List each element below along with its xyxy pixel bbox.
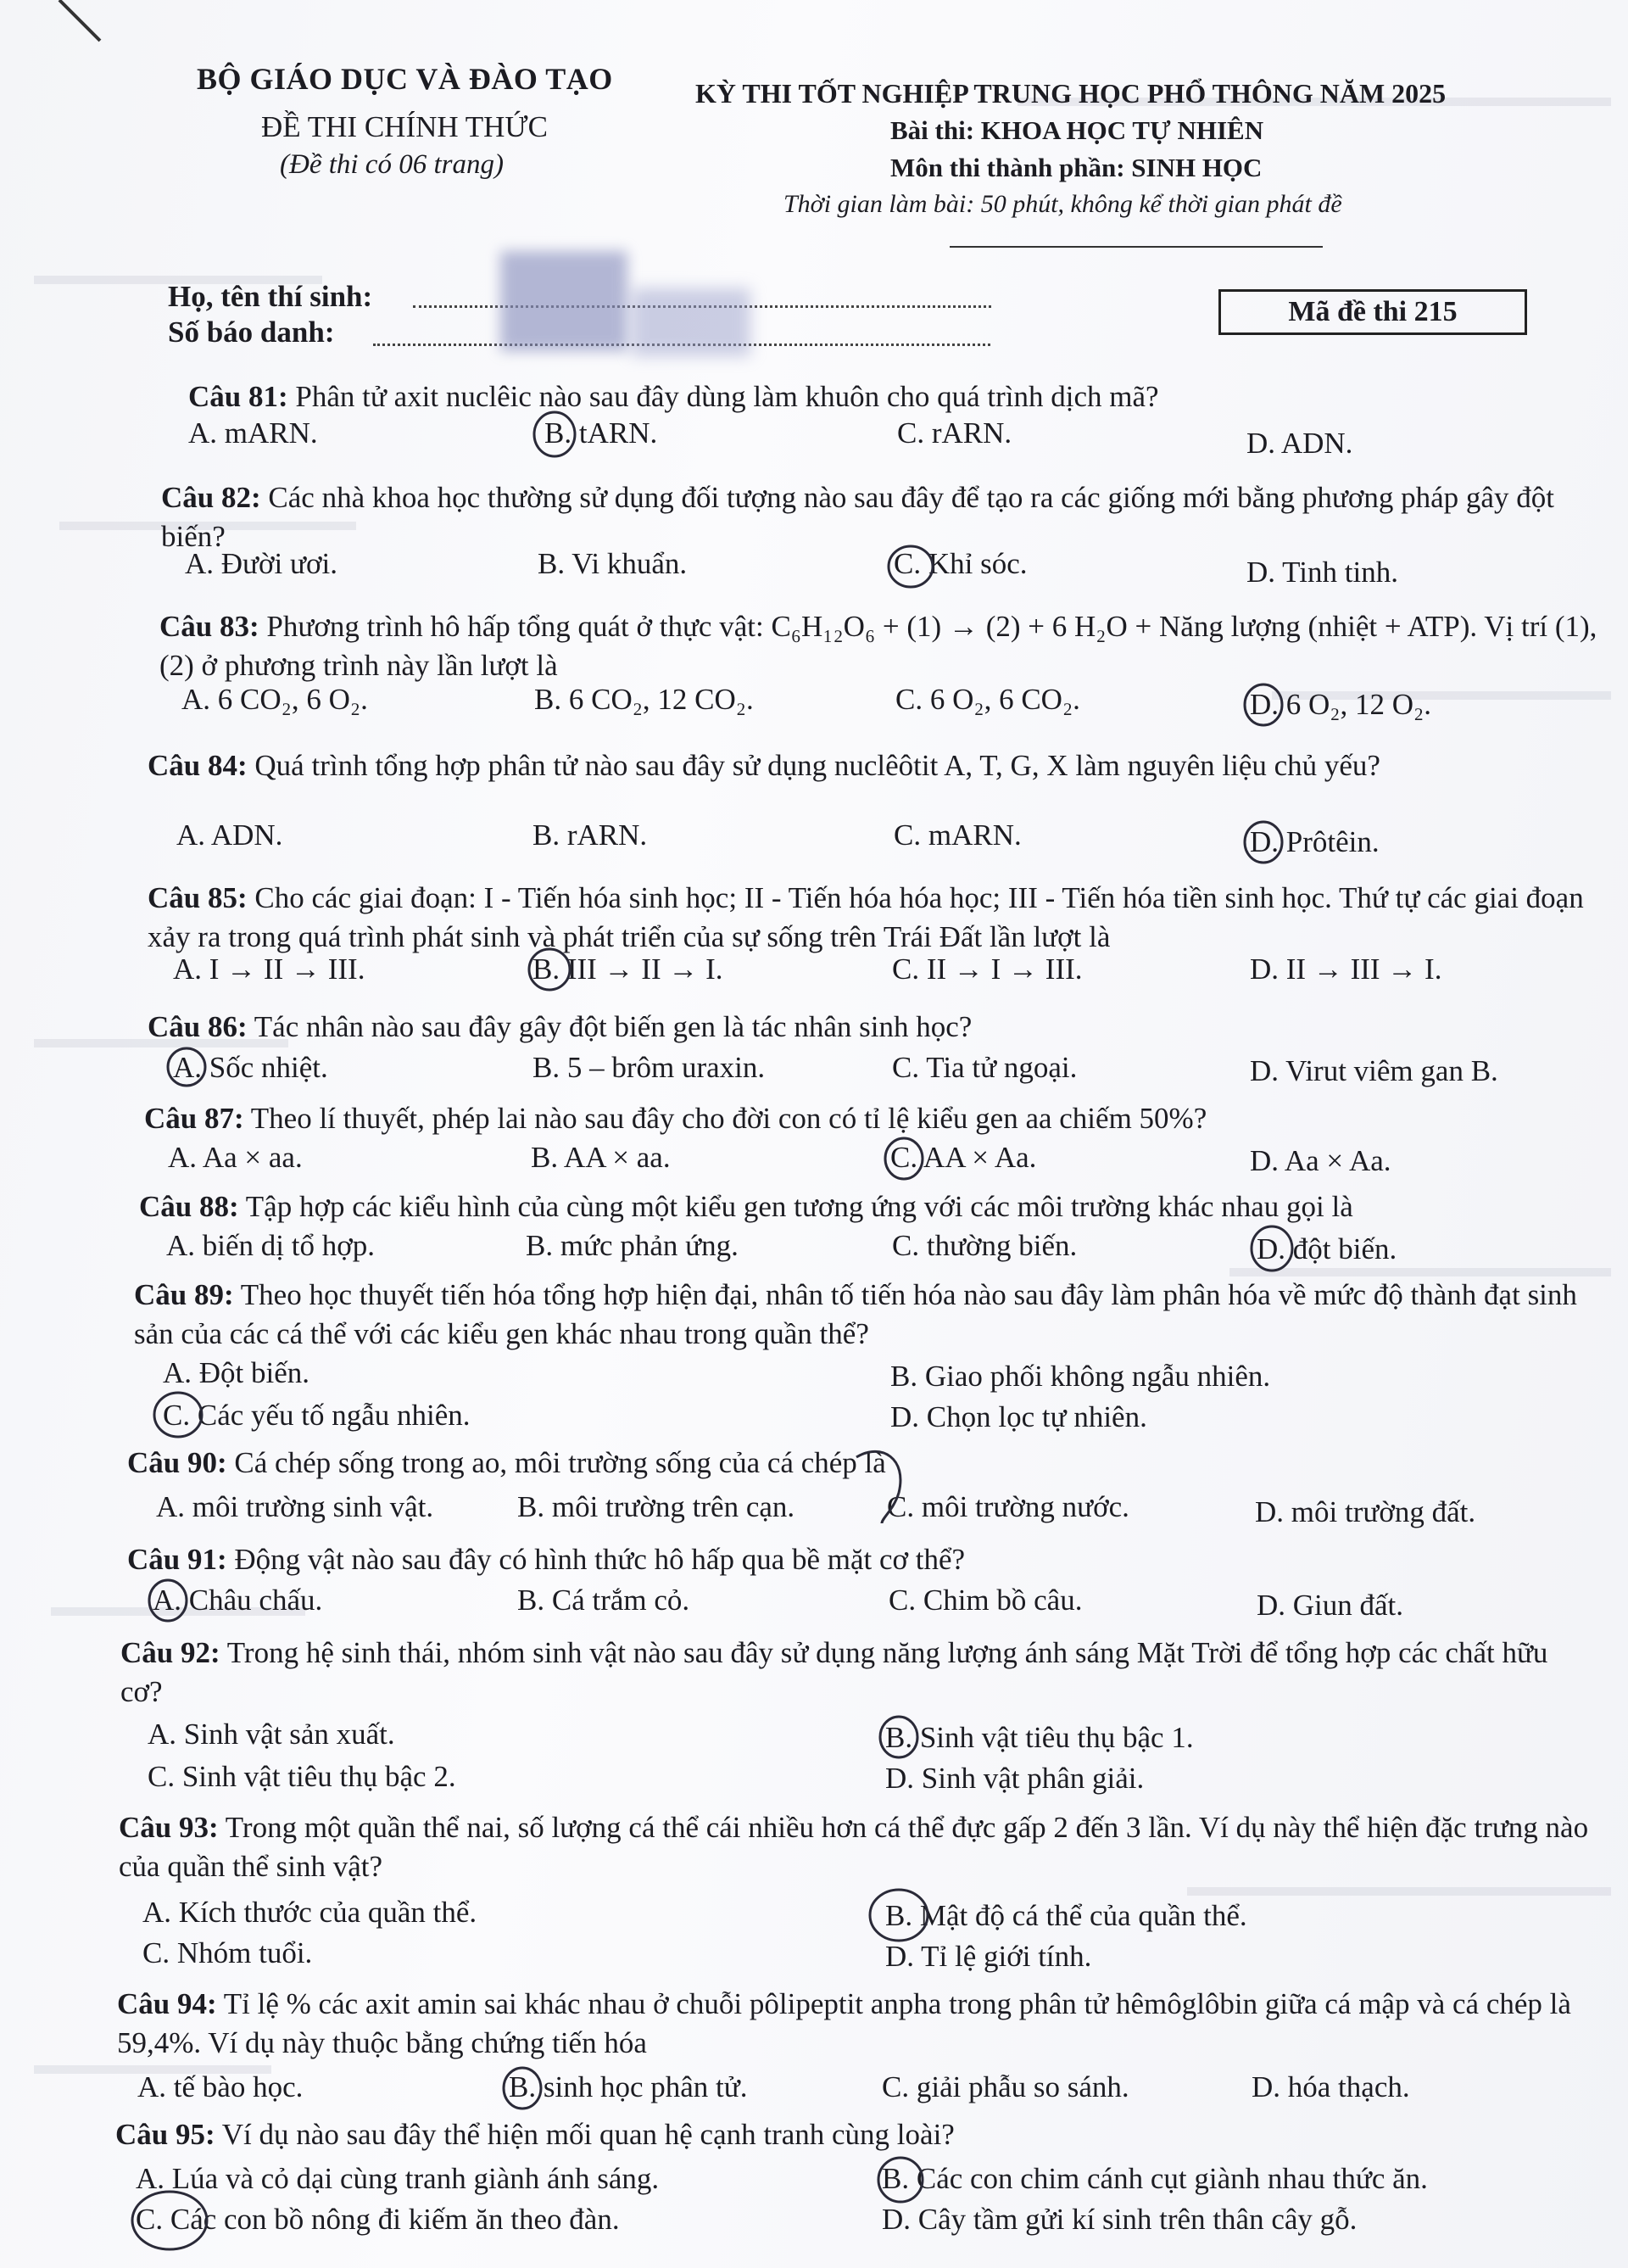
- question-text: Trong một quần thể nai, số lượng cá thể cái nhiều hơn cá thể đực gấp 2 đến 3 lần. Ví dụ này thể hiện đặc trưng nào của quần thể sinh vật?: [119, 1811, 1589, 1883]
- question-text: Các nhà khoa học thường sử dụng đối tượng nào sau đây để tạo ra các giống mới bằng phương pháp gây đột biến?: [161, 481, 1554, 553]
- option-a[interactable]: A. Aa × aa.: [168, 1141, 303, 1174]
- option-b[interactable]: B. Giao phối không ngẫu nhiên.: [890, 1360, 1271, 1393]
- options-85: [173, 950, 1597, 989]
- question-label: Câu 88:: [139, 1190, 239, 1223]
- options-82: [185, 545, 1592, 589]
- options-91: [153, 1581, 1594, 1620]
- question-text: Ví dụ nào sau đây thể hiện mối quan hệ cạnh tranh cùng loài?: [221, 2118, 955, 2151]
- option-c[interactable]: C. giải phẫu so sánh.: [882, 2070, 1129, 2103]
- time-note: Thời gian làm bài: 50 phút, không kể thời gian phát đề: [783, 190, 1342, 218]
- options-92-row2: [148, 1757, 1589, 1796]
- option-d[interactable]: D. đột biến.: [1257, 1232, 1397, 1265]
- question-label: Câu 84:: [148, 749, 248, 782]
- question-93: [119, 1808, 1603, 1886]
- option-a[interactable]: A. mARN.: [188, 416, 318, 450]
- option-b[interactable]: B. sinh học phân tử.: [509, 2070, 748, 2103]
- options-88: [166, 1226, 1591, 1265]
- official-exam-label: ĐỀ THI CHÍNH THỨC: [261, 110, 548, 143]
- question-91: [127, 1540, 1594, 1579]
- option-b[interactable]: B. Vi khuẩn.: [538, 547, 688, 580]
- exam-title: KỲ THI TỐT NGHIỆP TRUNG HỌC PHỔ THÔNG NĂM 2025: [695, 78, 1447, 109]
- question-87: [144, 1099, 1594, 1138]
- option-c[interactable]: C. rARN.: [897, 416, 1012, 450]
- option-a[interactable]: A. I → II → III.: [173, 952, 365, 986]
- option-a[interactable]: A. Sinh vật sản xuất.: [148, 1718, 395, 1751]
- question-86: [148, 1008, 1597, 1047]
- option-d[interactable]: D. II → III → I.: [1250, 952, 1442, 986]
- option-c[interactable]: C. Chim bồ câu.: [889, 1584, 1083, 1617]
- option-b[interactable]: B. Các con chim cánh cụt giành nhau thức ăn.: [882, 2162, 1428, 2195]
- question-label: Câu 83:: [159, 610, 259, 643]
- options-93-row1: [142, 1893, 1592, 1932]
- option-a[interactable]: A. 6 CO₂, 6 O₂.: [181, 683, 368, 716]
- question-text: Tập hợp các kiểu hình của cùng một kiểu gen tương ứng với các môi trường khác nhau gọi là: [245, 1190, 1353, 1223]
- option-d[interactable]: D. Chọn lọc tự nhiên.: [890, 1400, 1147, 1433]
- option-a[interactable]: A. Kích thước của quần thể.: [142, 1896, 477, 1929]
- option-b[interactable]: B. III → II → I.: [532, 952, 723, 986]
- option-d[interactable]: D. Prôtêin.: [1250, 825, 1380, 858]
- option-c[interactable]: C. 6 O₂, 6 CO₂.: [895, 683, 1080, 716]
- question-85: [148, 879, 1606, 957]
- options-86: [173, 1048, 1597, 1087]
- question-label: Câu 85:: [148, 881, 248, 914]
- question-label: Câu 93:: [119, 1811, 219, 1844]
- options-92-row1: [148, 1715, 1589, 1754]
- option-c[interactable]: C. Các yếu tố ngẫu nhiên.: [163, 1399, 471, 1432]
- option-a[interactable]: A. Châu chấu.: [153, 1584, 323, 1617]
- question-label: Câu 81:: [188, 380, 288, 413]
- question-text: Cá chép sống trong ao, môi trường sống của cá chép là: [234, 1446, 886, 1479]
- options-89-row1: [163, 1354, 1587, 1393]
- redacted-name-blur: [500, 251, 627, 351]
- question-text: Trong hệ sinh thái, nhóm sinh vật nào sau đây sử dụng năng lượng ánh sáng Mặt Trời để tổng hợp các chất hữu cơ?: [120, 1636, 1548, 1708]
- options-95-row1: [136, 2159, 1594, 2198]
- question-83: [159, 607, 1609, 685]
- option-d[interactable]: D. Virut viêm gan B.: [1250, 1054, 1498, 1087]
- option-d[interactable]: D. Cây tầm gửi kí sinh trên thân cây gỗ.: [882, 2203, 1358, 2236]
- option-c[interactable]: C. thường biến.: [892, 1229, 1078, 1262]
- question-text-part2: + Năng lượng (nhiệt + ATP). Vị trí (1), (2) ở phương trình này lần lượt là: [159, 610, 1597, 682]
- question-label: Câu 86:: [148, 1010, 248, 1043]
- option-a[interactable]: A. Đột biến.: [163, 1356, 310, 1389]
- test-name: Bài thi: KHOA HỌC TỰ NHIÊN: [890, 115, 1264, 145]
- option-b[interactable]: B. Mật độ cá thể của quần thể.: [885, 1899, 1247, 1932]
- question-92: [120, 1634, 1596, 1712]
- option-c[interactable]: C. Khỉ sóc.: [894, 547, 1028, 580]
- option-d[interactable]: D. Giun đất.: [1257, 1589, 1404, 1622]
- options-81: [188, 414, 1596, 460]
- option-d[interactable]: D. Tỉ lệ giới tính.: [885, 1940, 1092, 1973]
- options-83: [181, 680, 1589, 719]
- question-label: Câu 94:: [117, 1987, 217, 2020]
- options-87: [168, 1138, 1592, 1177]
- question-label: Câu 89:: [134, 1278, 234, 1311]
- option-c[interactable]: C. Các con bồ nông đi kiếm ăn theo đàn.: [136, 2203, 620, 2236]
- option-d[interactable]: D. Tinh tinh.: [1246, 556, 1398, 589]
- options-95-row2: [136, 2200, 1594, 2239]
- option-a[interactable]: A. biến dị tổ hợp.: [166, 1229, 375, 1262]
- option-d[interactable]: D. Aa × Aa.: [1250, 1144, 1391, 1177]
- question-label: Câu 82:: [161, 481, 261, 514]
- question-text: Tác nhân nào sau đây gây đột biến gen là tác nhân sinh học?: [254, 1010, 973, 1043]
- question-text: Tỉ lệ % các axit amin sai khác nhau ở chuỗi pôlipeptit anpha trong phân tử hêmôglôbin giữa cá mập và cá chép là 59,4%. Ví dụ này thuộc bằng chứng tiến hóa: [117, 1987, 1571, 2059]
- option-c[interactable]: C. Tia tử ngoại.: [892, 1051, 1078, 1084]
- option-b[interactable]: B. môi trường trên cạn.: [517, 1490, 795, 1523]
- option-b[interactable]: B. AA × aa.: [531, 1141, 671, 1174]
- question-95: [115, 2115, 1599, 2154]
- candidate-id-label: Số báo danh:: [168, 316, 335, 349]
- question-text: Động vật nào sau đây có hình thức hô hấp qua bề mặt cơ thể?: [234, 1543, 966, 1576]
- option-b[interactable]: B. Cá trắm cỏ.: [517, 1584, 690, 1617]
- option-d[interactable]: D. hóa thạch.: [1252, 2070, 1410, 2103]
- question-text: Quá trình tổng hợp phân tử nào sau đây sử dụng nuclêôtit A, T, G, X làm nguyên liệu chủ yếu?: [254, 749, 1380, 782]
- option-b[interactable]: B. rARN.: [532, 818, 648, 852]
- question-81: [188, 377, 1596, 416]
- options-93-row2: [142, 1934, 1592, 1973]
- subject-name: Môn thi thành phần: SINH HỌC: [890, 153, 1263, 182]
- redacted-id-blur: [632, 288, 750, 356]
- question-label: Câu 90:: [127, 1446, 227, 1479]
- option-a[interactable]: A. Đười ươi.: [185, 547, 337, 580]
- option-c[interactable]: C. môi trường nước.: [887, 1490, 1129, 1523]
- question-text: Cho các giai đoạn: I - Tiến hóa sinh học; II - Tiến hóa hóa học; III - Tiến hóa tiền sinh học. Thứ tự các giai đoạn xảy ra trong quá trình phát sinh và phát triển của sự sống trên Trái Đất lần lượt là: [148, 881, 1584, 953]
- respiration-formula: C₆H₁₂O₆ + (1) → (2) + 6 H₂O: [771, 610, 1128, 643]
- exam-code-box: Mã đề thi 215: [1218, 289, 1527, 335]
- options-90: [156, 1488, 1597, 1527]
- question-89: [134, 1276, 1601, 1354]
- option-c[interactable]: C. AA × Aa.: [890, 1141, 1037, 1174]
- option-c[interactable]: C. II → I → III.: [892, 952, 1083, 986]
- option-c[interactable]: C. mARN.: [894, 818, 1022, 852]
- header-divider: [950, 246, 1323, 248]
- candidate-name-label: Họ, tên thí sinh:: [168, 280, 373, 313]
- question-label: Câu 91:: [127, 1543, 227, 1576]
- question-88: [139, 1187, 1597, 1226]
- option-d[interactable]: D. 6 O₂, 12 O₂.: [1250, 688, 1431, 721]
- question-text: Theo học thuyết tiến hóa tổng hợp hiện đại, nhân tố tiến hóa nào sau đây làm phân hóa về mức độ thành đạt sinh sản của các cá thể với các kiểu gen khác nhau trong quần thể?: [134, 1278, 1577, 1350]
- option-b[interactable]: B. mức phản ứng.: [526, 1229, 739, 1262]
- option-b[interactable]: B. 5 – brôm uraxin.: [532, 1051, 766, 1084]
- question-90: [127, 1444, 1594, 1483]
- question-text: Phân tử axit nuclêic nào sau đây dùng làm khuôn cho quá trình dịch mã?: [295, 380, 1159, 413]
- options-94: [137, 2068, 1596, 2107]
- option-b[interactable]: B. 6 CO₂, 12 CO₂.: [534, 683, 754, 716]
- options-84: [176, 816, 1584, 858]
- option-b[interactable]: B. Sinh vật tiêu thụ bậc 1.: [885, 1721, 1194, 1754]
- option-a[interactable]: A. ADN.: [176, 818, 283, 852]
- question-label: Câu 92:: [120, 1636, 220, 1669]
- options-89-row2: [163, 1396, 1587, 1435]
- question-94: [117, 1985, 1601, 2063]
- question-text-part1: Phương trình hô hấp tổng quát ở thực vật:: [266, 610, 772, 643]
- question-text: Theo lí thuyết, phép lai nào sau đây cho đời con có tỉ lệ kiểu gen aa chiếm 50%?: [250, 1102, 1207, 1135]
- option-d[interactable]: D. ADN.: [1246, 427, 1353, 460]
- question-label: Câu 87:: [144, 1102, 244, 1135]
- page-count-note: (Đề thi có 06 trang): [280, 149, 504, 180]
- option-d[interactable]: D. môi trường đất.: [1255, 1495, 1476, 1528]
- question-84: [148, 746, 1597, 785]
- question-label: Câu 95:: [115, 2118, 215, 2151]
- option-b[interactable]: B. tARN.: [544, 416, 658, 450]
- option-a[interactable]: A. Sốc nhiệt.: [173, 1051, 328, 1084]
- option-a[interactable]: A. tế bào học.: [137, 2070, 304, 2103]
- option-c[interactable]: C. Nhóm tuổi.: [142, 1936, 313, 1969]
- option-d[interactable]: D. Sinh vật phân giải.: [885, 1762, 1145, 1795]
- option-a[interactable]: A. môi trường sinh vật.: [156, 1490, 434, 1523]
- option-a[interactable]: A. Lúa và cỏ dại cùng tranh giành ánh sáng.: [136, 2162, 660, 2195]
- ministry-name: BỘ GIÁO DỤC VÀ ĐÀO TẠO: [197, 62, 613, 96]
- option-c[interactable]: C. Sinh vật tiêu thụ bậc 2.: [148, 1760, 456, 1793]
